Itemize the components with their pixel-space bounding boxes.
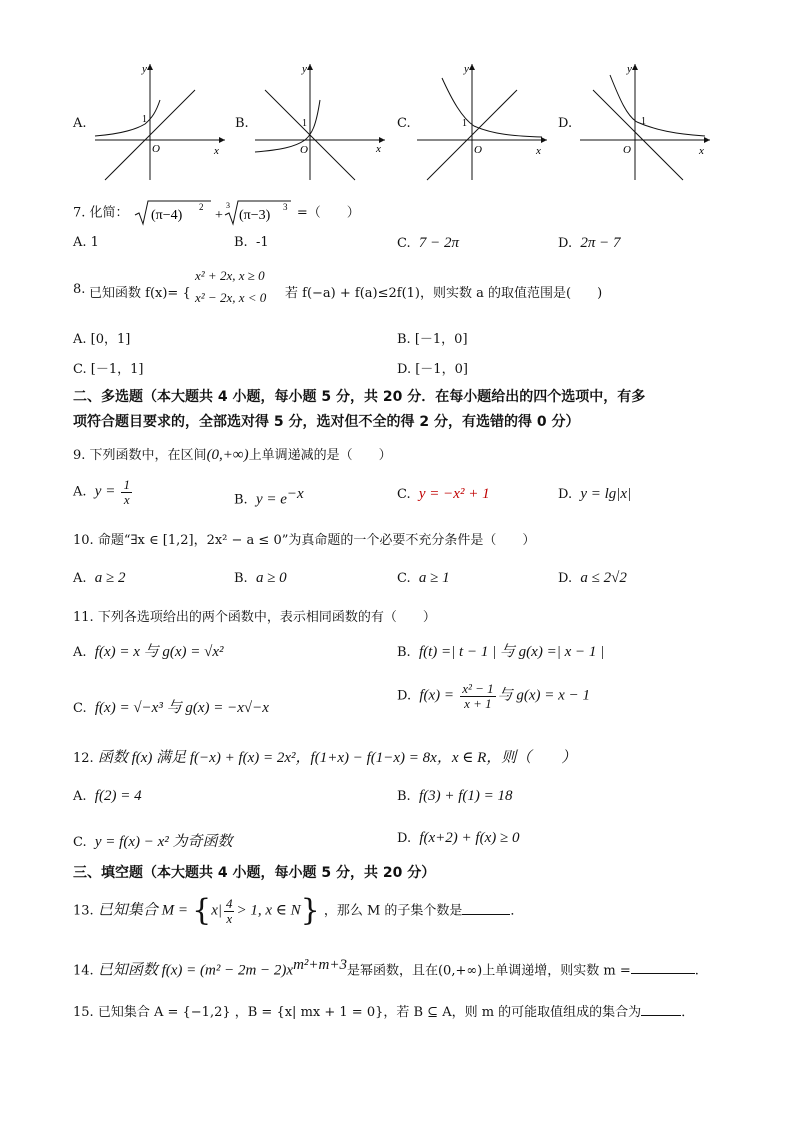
q11-stem: 下列各选项给出的两个函数中，表示相同函数的有（ ） — [97, 610, 436, 625]
q7-option-b[interactable]: B. -1 — [234, 235, 269, 250]
q14-stem-b: 是幂函数，且在(0,+∞)上单调递增，则实数 m = — [346, 963, 631, 979]
q11-option-b[interactable]: B. f(t) =| t − 1 | 与 g(x) =| x − 1 | — [397, 644, 605, 660]
q12-stem: 函数 f(x) 满足 f(−x) + f(x) = 2x²，f(1+x) − f(1−x) = 8x，x ∈ R，则（ ） — [97, 750, 577, 766]
q10-option-c[interactable]: C. a ≥ 1 — [397, 570, 450, 586]
q9-option-d[interactable]: D. y = lg|x| — [558, 486, 632, 502]
graph-d-origin: O — [623, 144, 631, 156]
q12-number: 12. — [73, 751, 94, 766]
q7-option-a[interactable]: A. 1 — [73, 235, 99, 250]
graph-d — [575, 60, 715, 185]
question-7 — [73, 198, 360, 228]
q10-number: 10. — [73, 533, 94, 548]
q7-option-d[interactable]: D. 2π − 7 — [558, 235, 621, 251]
question-15: 15. 已知集合 A = {−1,2} ，B = {x| mx + 1 = 0}，若 B ⊆ A，则 m 的可能取值组成的集合为 ． — [73, 1005, 695, 1020]
q12-option-b[interactable]: B. f(3) + f(1) = 18 — [397, 788, 513, 804]
question-10 — [73, 529, 535, 548]
q12-option-a[interactable]: A. f(2) = 4 — [73, 788, 142, 804]
question-13: 13. 已知集合 M = {x| $\frac{4}{x}$ > 1, x ∈ N} ，那么 M 的子集个数是 ． — [73, 893, 524, 928]
q9-option-b[interactable]: B. $y = e^{-x}$ — [234, 486, 304, 508]
graph-d-label: D. — [558, 116, 573, 131]
graph-c-origin: O — [474, 144, 482, 156]
q13-answer-blank[interactable] — [462, 902, 510, 915]
q11-number: 11. — [73, 610, 94, 625]
graph-a — [90, 60, 230, 185]
q7-expression — [133, 198, 293, 228]
q9-option-a[interactable]: A. y = $\frac{1}{x}$ — [73, 477, 130, 507]
graph-a-label: A. — [73, 116, 87, 131]
q11-option-c[interactable]: C. f(x) = √−x³ 与 g(x) = −x√−x — [73, 700, 269, 716]
q9-number: 9. — [73, 448, 86, 463]
graph-a-origin: O — [152, 143, 160, 155]
graph-b-x: x — [376, 143, 381, 155]
q9-stem-b: 上单调递减的是（ ） — [248, 448, 392, 463]
graph-b-one: 1 — [302, 118, 307, 129]
graph-d-one: 1 — [641, 116, 646, 127]
q7-number: 7. — [73, 205, 86, 221]
q8-case-2: x² − 2x, x < 0 — [195, 290, 267, 305]
q8-option-d[interactable]: D. [－1，0] — [397, 362, 468, 377]
graph-c-label: C. — [397, 116, 411, 131]
q7-expr1: (π−4) — [150, 208, 182, 223]
graph-c-y: y — [464, 63, 469, 75]
graph-b — [250, 60, 390, 185]
q13-number: 13. — [73, 903, 94, 919]
q8-number: 8. — [73, 282, 86, 297]
graph-b-y: y — [302, 63, 307, 75]
question-11 — [73, 606, 436, 625]
q15-stem: 已知集合 A = {−1,2} ，B = {x| mx + 1 = 0}，若 B ⊆ A，则 m 的可能取值组成的集合为 — [97, 1005, 642, 1020]
graph-c — [412, 60, 552, 185]
section-2-heading-line-2: 项符合题目要求的，全部选对得 5 分，选对但不全的得 2 分，有选错的得 0 分） — [73, 414, 580, 430]
section-3-heading: 三、填空题（本大题共 4 小题，每小题 5 分，共 20 分） — [73, 865, 436, 881]
q15-answer-blank[interactable] — [641, 1003, 681, 1016]
q13-stem-b: ，那么 M 的子集个数是 — [323, 903, 463, 919]
q14-number: 14. — [73, 963, 94, 979]
q8-stem-b: 若 f(−a) + f(a)≤2f(1)，则实数 a 的取值范围是( ) — [285, 286, 603, 301]
graph-d-x: x — [699, 145, 704, 157]
q7-exp2: 2 — [198, 202, 204, 212]
svg-text:+: + — [214, 208, 223, 223]
q10-stem: 命题“∃x ∈ [1,2]，2x² − a ≤ 0”为真命题的一个必要不充分条件是（ ） — [97, 533, 536, 548]
q7-exp3: 3 — [282, 202, 288, 212]
q13-set-b: > 1, x ∈ N — [236, 902, 301, 919]
q13-stem-a: 已知集合 M = — [97, 902, 188, 919]
q10-option-a[interactable]: A. a ≥ 2 — [73, 570, 126, 586]
q9-option-c[interactable]: C. y = −x² + 1 — [397, 486, 490, 502]
q10-option-d[interactable]: D. a ≤ 2√2 — [558, 570, 627, 586]
q7-option-c[interactable]: C. 7 − 2π — [397, 235, 460, 251]
q15-number: 15. — [73, 1005, 94, 1020]
question-14: 14. 已知函数 $f(x) = (m^2 - 2m - 2)x^{m^2+m+3}$是幂函数，且在(0,+∞)上单调递增，则实数 m = . — [73, 957, 699, 979]
q8-case-1: x² + 2x, x ≥ 0 — [195, 268, 265, 283]
q11-option-d[interactable]: D. f(x) = $\frac{\text{x² − 1}}{x + 1}$ 与 g(x) = x − 1 — [397, 681, 590, 711]
q8-option-c[interactable]: C. [－1，1] — [73, 362, 144, 377]
graph-a-one: 1 — [142, 114, 147, 125]
graph-a-x: x — [214, 145, 219, 157]
q14-stem-a: 已知函数 f(x) = (m² − 2m − 2)x — [97, 962, 294, 979]
graph-b-origin: O — [300, 144, 308, 156]
q12-option-c[interactable]: C. y = f(x) − x² 为奇函数 — [73, 834, 233, 850]
q9-interval: (0,+∞) — [206, 447, 249, 463]
q13-set-a: x| — [211, 902, 222, 919]
q10-option-b[interactable]: B. a ≥ 0 — [234, 570, 287, 586]
q9-stem-a: 下列函数中，在区间 — [89, 448, 207, 463]
graph-c-one: 1 — [462, 118, 467, 129]
q12-option-d[interactable]: D. f(x+2) + f(x) ≥ 0 — [397, 830, 520, 846]
q7-stem: 化简： — [89, 205, 129, 221]
q7-tail: =（ ） — [296, 205, 360, 221]
question-9 — [73, 444, 392, 464]
q7-root-index: 3 — [225, 201, 230, 210]
graph-c-x: x — [536, 145, 541, 157]
q8-option-b[interactable]: B. [－1，0] — [397, 332, 468, 347]
question-12 — [73, 746, 576, 767]
q14-exponent: m²+m+3 — [293, 957, 347, 973]
q14-answer-blank[interactable] — [631, 961, 695, 974]
graph-b-label: B. — [235, 116, 249, 131]
graph-a-y: y — [142, 63, 147, 75]
section-2-heading-line-1: 二、多选题（本大题共 4 小题，每小题 5 分，共 20 分．在每小题给出的四个选项中，有多 — [73, 389, 646, 405]
q7-expr2: (π−3) — [238, 208, 270, 223]
graph-d-y: y — [627, 63, 632, 75]
q8-option-a[interactable]: A. [0，1] — [73, 332, 131, 347]
q8-stem-a: 已知函数 f(x)= { — [89, 286, 191, 301]
q11-option-a[interactable]: A. f(x) = x 与 g(x) = √x² — [73, 644, 224, 660]
